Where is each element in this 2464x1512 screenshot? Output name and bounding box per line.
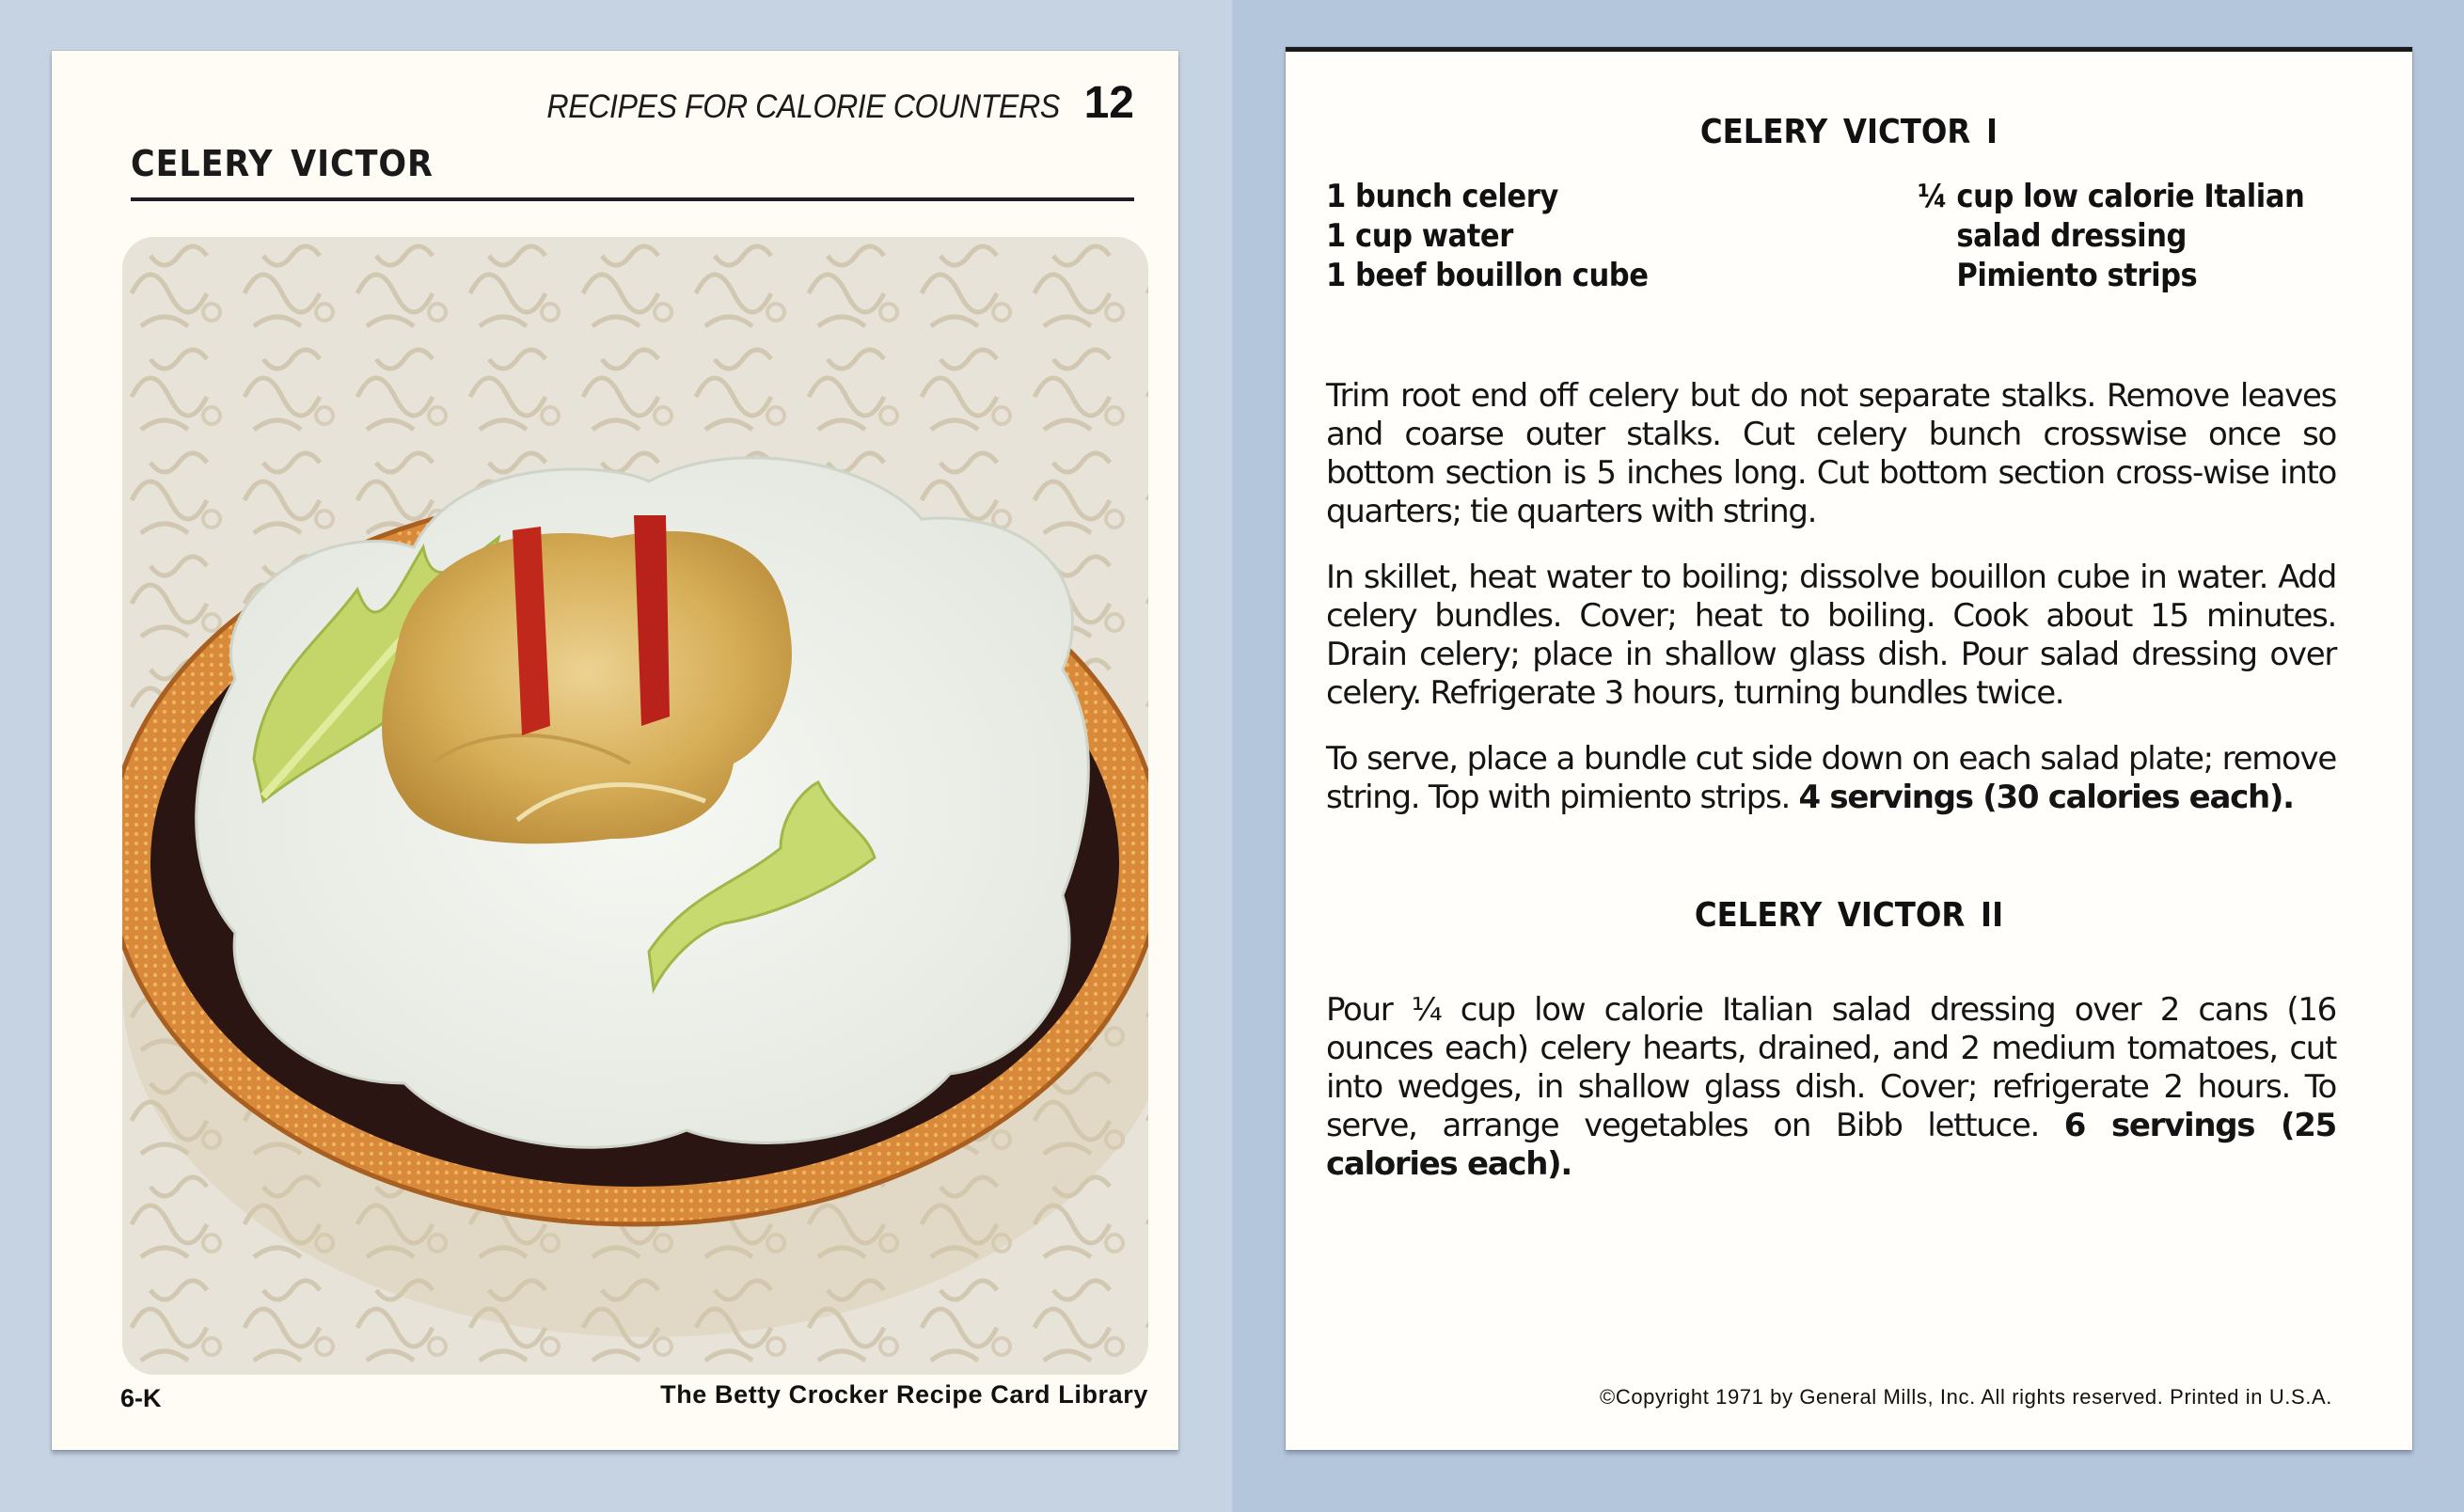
- ingredient-item: 1 bunch celery: [1326, 178, 1558, 215]
- recipe-photo: [122, 237, 1148, 1375]
- ingredient-item-continued: salad dressing: [1956, 217, 2188, 255]
- series-number: 12: [1083, 78, 1134, 128]
- ingredients-left-column: [1326, 177, 1684, 295]
- recipe-card-front: [52, 51, 1178, 1450]
- card-code: 6-K: [120, 1384, 162, 1412]
- ingredient-item: ¼ cup low calorie Italian: [1918, 178, 2305, 215]
- title-divider: [131, 197, 1134, 201]
- series-title: RECIPES FOR CALORIE COUNTERS: [546, 88, 1060, 125]
- copyright-notice: ©Copyright 1971 by General Mills, Inc. All rights reserved. Printed in U.S.A.: [1600, 1385, 2332, 1409]
- library-credit: The Betty Crocker Recipe Card Library: [660, 1380, 1148, 1409]
- recipe1-serving: [1326, 740, 2336, 817]
- recipe1-step-1: Trim root end off celery but do not separate stalks. Remove leaves and coarse outer stalks. Cut celery bunch crosswise once so bottom section is 5 inches long. Cut bottom section cross-wise into quarters; tie quarters with string.: [1326, 377, 2336, 530]
- recipe2-instructions: [1326, 991, 2336, 1184]
- recipe2-yield: 6 servings (25 calories each).: [1326, 1107, 2336, 1183]
- recipe2-title: CELERY VICTOR II: [1694, 896, 2004, 935]
- ingredient-item: 1 cup water: [1326, 217, 1513, 255]
- recipe2-text: Pour ¼ cup low calorie Italian salad dressing over 2 cans (16 ounces each) celery hearts, drained, and 2 medium tomatoes, cut into wedges, in shallow glass dish. Cover; refrigerate 2 hours. To serve, arrange vegetables on Bibb lettuce.: [1326, 991, 2336, 1144]
- series-header: [502, 77, 1134, 129]
- recipe-card-back: [1286, 47, 2412, 1450]
- recipe1-title: CELERY VICTOR I: [1699, 113, 1998, 151]
- recipe1-yield: 4 servings (30 calories each).: [1798, 779, 2294, 816]
- food-photo-illustration: [122, 237, 1148, 1375]
- recipe1-step-2: In skillet, heat water to boiling; dissolve bouillon cube in water. Add celery bundles. Cover; heat to boiling. Cook about 15 minutes. Drain celery; place in shallow glass dish. Pour salad dressing over celery. Refrigerate 3 hours, turning bundles twice.: [1326, 559, 2336, 712]
- ingredient-item: 1 beef bouillon cube: [1326, 257, 1649, 294]
- serve-instructions: To serve, place a bundle cut side down on each salad plate; remove string. Top with pimiento strips.: [1326, 740, 2336, 816]
- ingredient-item: Pimiento strips: [1956, 257, 2198, 294]
- recipe-title: CELERY VICTOR: [131, 143, 434, 184]
- ingredients-right-column: [1918, 177, 2347, 295]
